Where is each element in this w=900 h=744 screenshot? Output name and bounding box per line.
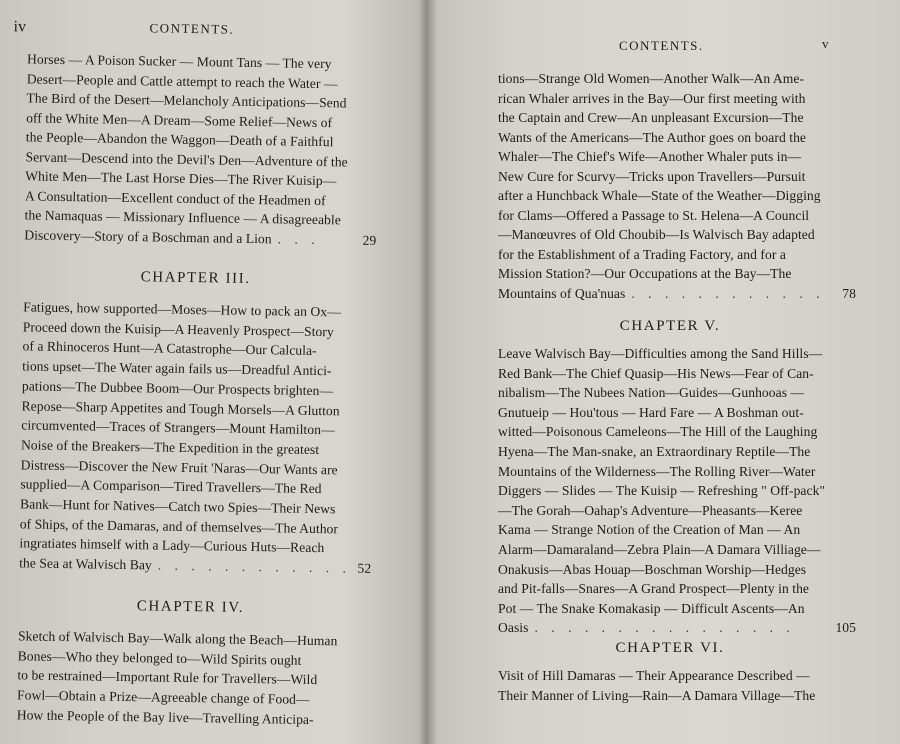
toc-line: Gnutueip — Hou'tous — Hard Fare — A Boshman out-	[498, 404, 804, 420]
toc-line: rican Whaler arrives in the Bay—Our first meeting with	[498, 90, 806, 106]
toc-line: witted—Poisonous Cameleons—The Hill of the Laughing	[498, 424, 818, 440]
toc-line: Whaler—The Chief's Wife—Another Whaler puts in—	[498, 149, 802, 164]
right-folio: v	[822, 36, 829, 51]
toc-line: A Consultation—Excellent conduct of the Headmen of	[24, 187, 326, 208]
toc-line: Sketch of Walvisch Bay—Walk along the Beach—Human	[17, 628, 338, 649]
toc-text: Oasis	[498, 620, 529, 636]
toc-line: of a Rhinoceros Hunt—A Catastrophe—Our Calcula-	[22, 338, 317, 359]
toc-line: Kama — Strange Notion of the Creation of Man — An	[498, 522, 801, 538]
toc-line: White Men—The Last Horse Dies—The River Kuisip—	[25, 168, 337, 189]
toc-line: Servant—Descend into the Devil's Den—Adventure of the	[25, 148, 348, 169]
toc-line: pations—The Dubbee Boom—Our Prospects brighten—	[21, 378, 334, 399]
toc-line: to be restrained—Important Rule for Travellers—Wild	[17, 667, 318, 688]
toc-line: New Cure for Scurvy—Tricks upon Travellers—Pursuit	[498, 168, 806, 184]
toc-line: for the Establishment of a Trading Factory, and for a	[498, 246, 786, 262]
left-running-head: CONTENTS.	[149, 20, 235, 37]
toc-line: the Captain and Crew—An unpleasant Excursion—The	[498, 110, 804, 125]
page-number: 29	[362, 232, 377, 248]
toc-line: Visit of Hill Damaras — Their Appearance Described —	[498, 668, 810, 683]
chapter-heading: CHAPTER V.	[619, 318, 721, 334]
toc-line: the Namaquas — Missionary Influence — A disagreeable	[24, 207, 342, 228]
toc-line: Their Manner of Living—Rain—A Damara Village—The	[498, 687, 816, 703]
left-page	[0, 0, 420, 744]
toc-line: Pot — The Snake Komakasip — Difficult Ascents—An	[498, 600, 805, 616]
toc-line: supplied—A Comparison—Tired Travellers—The Red	[20, 476, 322, 497]
toc-line: Mountains of the Wilderness—The Rolling River—Water	[498, 463, 816, 479]
toc-line: Desert—People and Cattle attempt to reach the Water —	[26, 70, 338, 91]
page-number: 52	[357, 560, 372, 576]
toc-line: after a Hunchback Whale—State of the Weather—Digging	[498, 188, 821, 203]
toc-line: Bank—Hunt for Natives—Catch two Spies—Their News	[19, 496, 336, 517]
toc-line: Bones—Who they belonged to—Wild Spirits ought	[17, 648, 302, 668]
toc-line: Fowl—Obtain a Prize—Agreeable change of Food—	[16, 687, 310, 708]
toc-line: Fatigues, how supported—Moses—How to pack an Ox—	[23, 299, 341, 320]
toc-line: Alarm—Damaraland—Zebra Plain—A Damara Villiage—	[498, 542, 821, 557]
dot-leader: . . . . . . . . . . . .	[157, 557, 352, 576]
left-folio: iv	[13, 18, 27, 36]
toc-entry-last	[498, 286, 856, 302]
chapter-heading: CHAPTER VI.	[615, 640, 725, 656]
toc-text: Discovery—Story of a Boschman and a Lion	[24, 226, 272, 246]
toc-line: Red Bank—The Chief Quasip—His News—Fear of Can-	[498, 365, 814, 381]
chapter-heading: CHAPTER III.	[140, 269, 251, 287]
toc-line: How the People of the Bay live—Travelling Anticipa-	[16, 707, 314, 727]
toc-line: Repose—Sharp Appetites and Tough Morsels—A Glutton	[21, 397, 340, 418]
toc-line: Leave Walvisch Bay—Difficulties among the Sand Hills—	[498, 346, 823, 361]
toc-entry-last	[498, 620, 856, 636]
toc-line: ingratiates himself with a Lady—Curious Huts—Reach	[19, 535, 325, 556]
toc-line: for Clams—Offered a Passage to St. Helena—A Council	[498, 207, 810, 223]
toc-line: tions upset—The Water again fails us—Dreadful Antici-	[22, 358, 332, 379]
chapter-heading: CHAPTER IV.	[136, 598, 245, 616]
toc-line: Diggers — Slides — The Kuisip — Refreshing " Off-pack"	[498, 483, 826, 499]
toc-line: —Manœuvres of Old Choubib—Is Walvisch Bay adapted	[498, 227, 815, 242]
toc-line: nibalism—The Nubees Nation—Guides—Gunhooas —	[498, 385, 805, 401]
toc-line: tions—Strange Old Women—Another Walk—An Ame-	[498, 71, 805, 86]
toc-line: the People—Abandon the Waggon—Death of a Faithful	[25, 129, 334, 150]
toc-line: Noise of the Breakers—The Expedition in the greatest	[20, 437, 320, 457]
toc-line: —The Gorah—Oahap's Adventure—Pheasants—Keree	[498, 502, 803, 518]
toc-line: Horses — A Poison Sucker — Mount Tans — The very	[26, 51, 332, 72]
toc-line: Hyena—The Man-snake, an Extraordinary Reptile—The	[498, 444, 811, 459]
toc-line: Wants of the Americans—The Author goes on board the	[498, 129, 806, 145]
toc-entry-last	[19, 555, 371, 577]
toc-line: circumvented—Traces of Strangers—Mount Hamilton—	[21, 417, 335, 438]
toc-line: off the White Men—A Dream—Some Relief—News of	[26, 109, 333, 130]
page-number: 105	[835, 620, 856, 636]
toc-line: The Bird of the Desert—Melancholy Anticipations—Send	[26, 90, 347, 111]
right-running-head: CONTENTS.	[619, 38, 704, 53]
toc-text: the Sea at Walvisch Bay	[19, 555, 152, 573]
toc-line: Mission Station?—Our Occupations at the Bay—The	[498, 266, 792, 281]
right-page	[480, 0, 856, 744]
toc-text: Mountains of Qua'nuas	[498, 285, 626, 301]
dot-leader: . . . . . . . . . . . . . . . .	[534, 620, 795, 636]
dot-leader: . . .	[277, 230, 320, 247]
toc-line: Distress—Discover the New Fruit 'Naras—Our Wants are	[20, 456, 338, 477]
toc-line: and Pit-falls—Snares—A Grand Prospect—Plenty in the	[498, 581, 810, 597]
toc-line: of Ships, of the Damaras, and of themselves—The Author	[19, 516, 339, 537]
toc-entry-last	[24, 227, 376, 249]
page-number: 78	[842, 285, 856, 301]
toc-line: Onakusis—Abas Houap—Boschman Worship—Hedges	[498, 561, 807, 577]
dot-leader: . . . . . . . . . . . .	[631, 285, 825, 301]
toc-line: Proceed down the Kuisip—A Heavenly Prospect—Story	[22, 319, 334, 339]
